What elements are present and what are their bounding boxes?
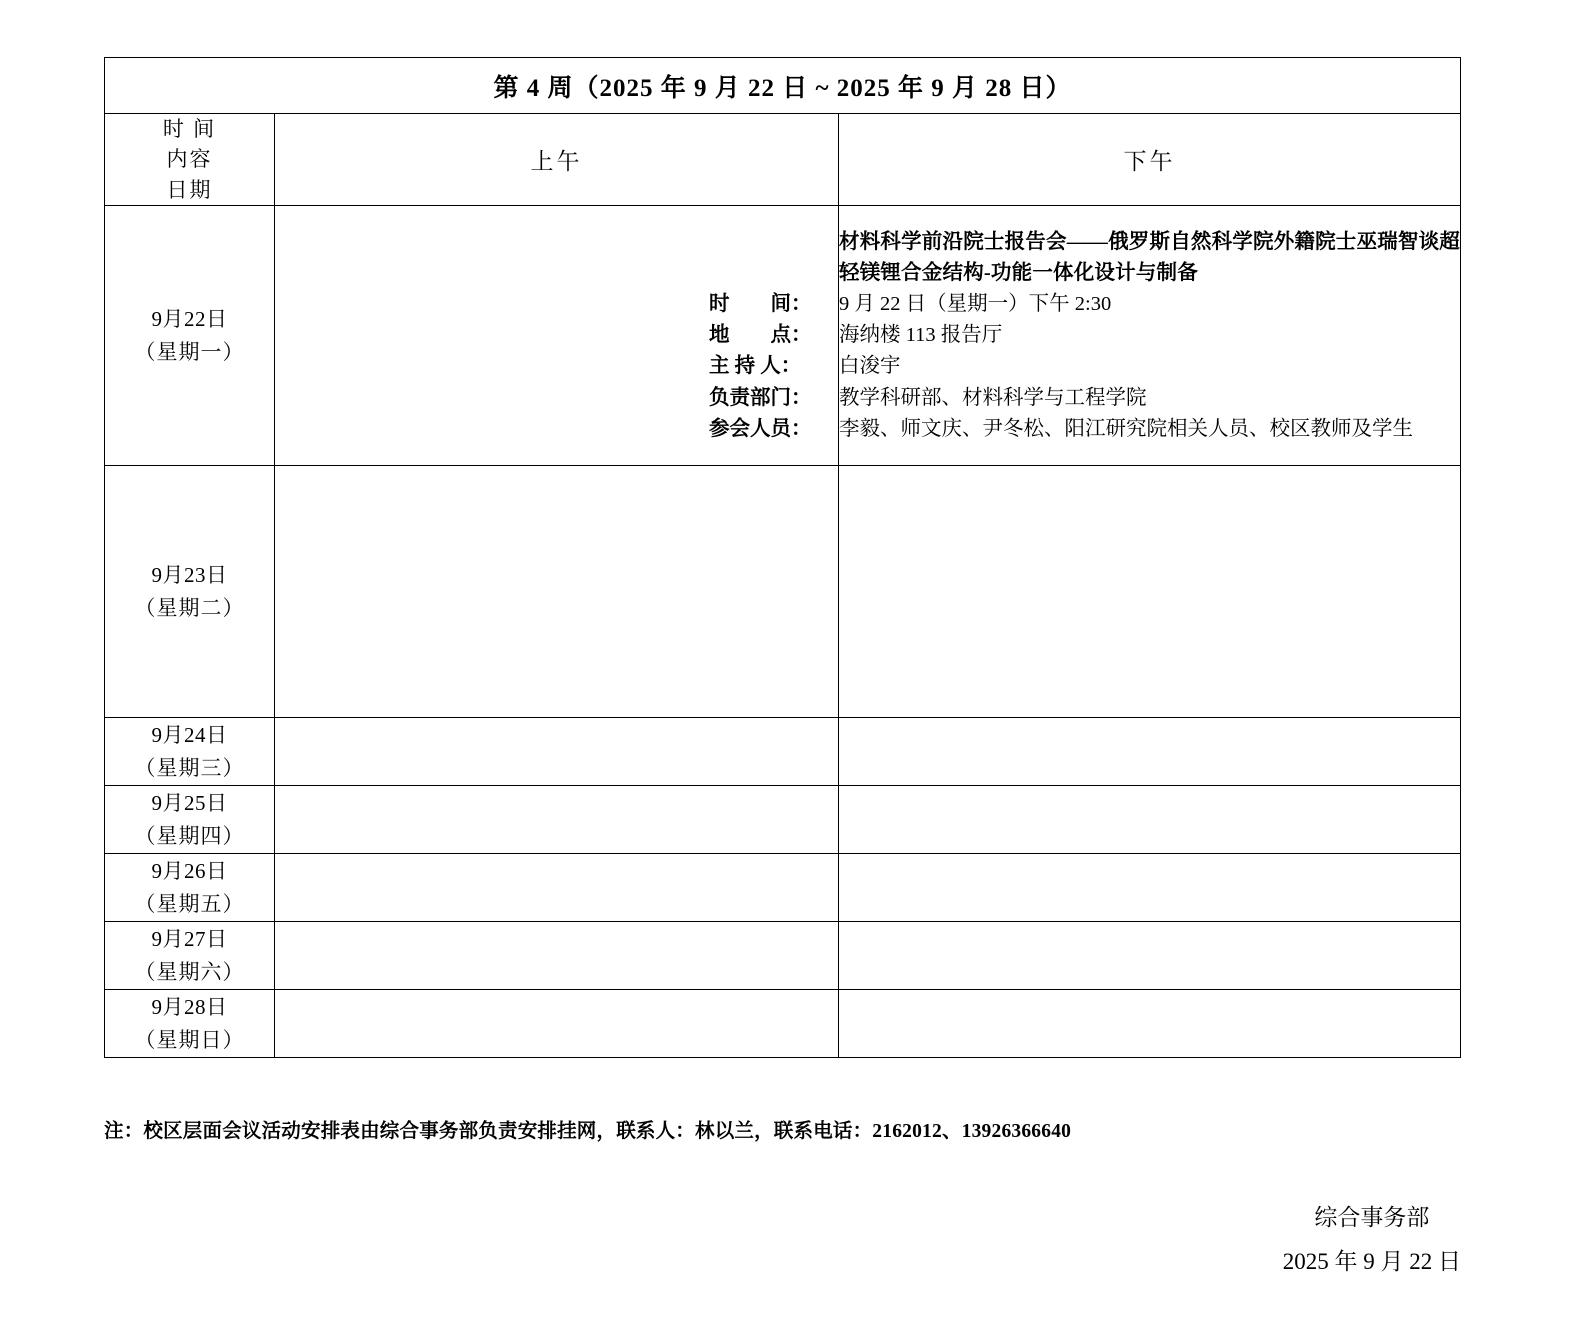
- signature-department: 综合事务部: [1314, 1205, 1430, 1230]
- cell-morning-1: [275, 466, 839, 718]
- event-field-attendees: 参会人员： 李毅、师文庆、尹冬松、阳江研究院相关人员、校区教师及学生: [709, 417, 1413, 440]
- page-title: 第 4 周（2025 年 9 月 22 日 ~ 2025 年 9 月 28 日）: [105, 58, 1461, 114]
- cell-morning-6: [275, 990, 839, 1058]
- header-corner-content: 内容: [166, 147, 213, 172]
- signature-block: [1283, 1196, 1461, 1283]
- cell-afternoon-6: [839, 990, 1461, 1058]
- signature-date: 2025 年 9 月 22 日: [1282, 1248, 1461, 1274]
- cell-afternoon-4: [839, 854, 1461, 922]
- event-field-department: 负责部门： 教学科研部、材料科学与工程学院: [709, 386, 1147, 409]
- event-field-host: 主 持 人： 白浚宇: [709, 355, 901, 378]
- header-afternoon: 下午: [839, 114, 1461, 206]
- weekly-schedule-table: [104, 57, 1461, 1058]
- event-field-place-value: 海纳楼 113 报告厅: [839, 324, 1003, 347]
- row-date-1: [105, 466, 275, 718]
- row-date-label-1: 9月23日: [151, 563, 228, 588]
- cell-morning-4: [275, 854, 839, 922]
- row-weekday-label-2: （星期三）: [134, 755, 245, 780]
- row-weekday-label-4: （星期五）: [134, 891, 245, 916]
- event-field-department-value: 教学科研部、材料科学与工程学院: [839, 386, 1147, 409]
- row-date-label-2: 9月24日: [151, 723, 228, 748]
- cell-afternoon-2: [839, 718, 1461, 786]
- table-row: [105, 206, 1461, 466]
- row-date-label-0: 9月22日: [151, 307, 228, 332]
- table-row: [105, 922, 1461, 990]
- header-corner-cell: [105, 114, 275, 206]
- table-header-row: [105, 114, 1461, 206]
- row-date-label-5: 9月27日: [151, 927, 228, 952]
- row-weekday-label-1: （星期二）: [134, 595, 245, 620]
- header-morning: 上午: [275, 114, 839, 206]
- cell-morning-3: [275, 786, 839, 854]
- row-date-6: [105, 990, 275, 1058]
- row-weekday-label-5: （星期六）: [134, 959, 245, 984]
- row-date-5: [105, 922, 275, 990]
- row-weekday-label-6: （星期日）: [134, 1027, 245, 1052]
- event-field-place: 地 点： 海纳楼 113 报告厅: [709, 324, 1003, 347]
- header-corner-date: 日期: [166, 177, 213, 202]
- cell-morning-2: [275, 718, 839, 786]
- row-date-label-6: 9月28日: [151, 995, 228, 1020]
- event-field-attendees-value: 李毅、师文庆、尹冬松、阳江研究院相关人员、校区教师及学生: [839, 417, 1413, 440]
- row-weekday-label-0: （星期一）: [134, 339, 245, 364]
- event-field-time-value: 9 月 22 日（星期一）下午 2:30: [839, 293, 1112, 316]
- event-field-host-value: 白浚宇: [839, 355, 901, 378]
- row-date-3: [105, 786, 275, 854]
- row-date-2: [105, 718, 275, 786]
- row-date-label-3: 9月25日: [151, 791, 228, 816]
- table-row: [105, 786, 1461, 854]
- row-date-label-4: 9月26日: [151, 859, 228, 884]
- header-corner-time: 时 间: [162, 117, 217, 141]
- cell-morning-5: [275, 922, 839, 990]
- table-title-row: [105, 58, 1461, 114]
- cell-afternoon-1: [839, 466, 1461, 718]
- cell-afternoon-3: [839, 786, 1461, 854]
- table-row: [105, 718, 1461, 786]
- row-date-4: [105, 854, 275, 922]
- footnote: 注：校区层面会议活动安排表由综合事务部负责安排挂网，联系人：林以兰，联系电话：2162012、13926366640: [104, 1121, 1072, 1142]
- event-field-time: 时 间： 9 月 22 日（星期一）下午 2:30: [709, 293, 1112, 316]
- cell-afternoon-0: [709, 206, 1461, 466]
- row-weekday-label-3: （星期四）: [134, 823, 245, 848]
- event-title: 材料科学前沿院士报告会——俄罗斯自然科学院外籍院士巫瑞智谈超轻镁锂合金结构-功能一体化设计与制备: [839, 230, 1460, 284]
- cell-afternoon-5: [839, 922, 1461, 990]
- table-row: [105, 466, 1461, 718]
- table-row: [105, 854, 1461, 922]
- table-row: [105, 990, 1461, 1058]
- row-date-0: [105, 206, 275, 466]
